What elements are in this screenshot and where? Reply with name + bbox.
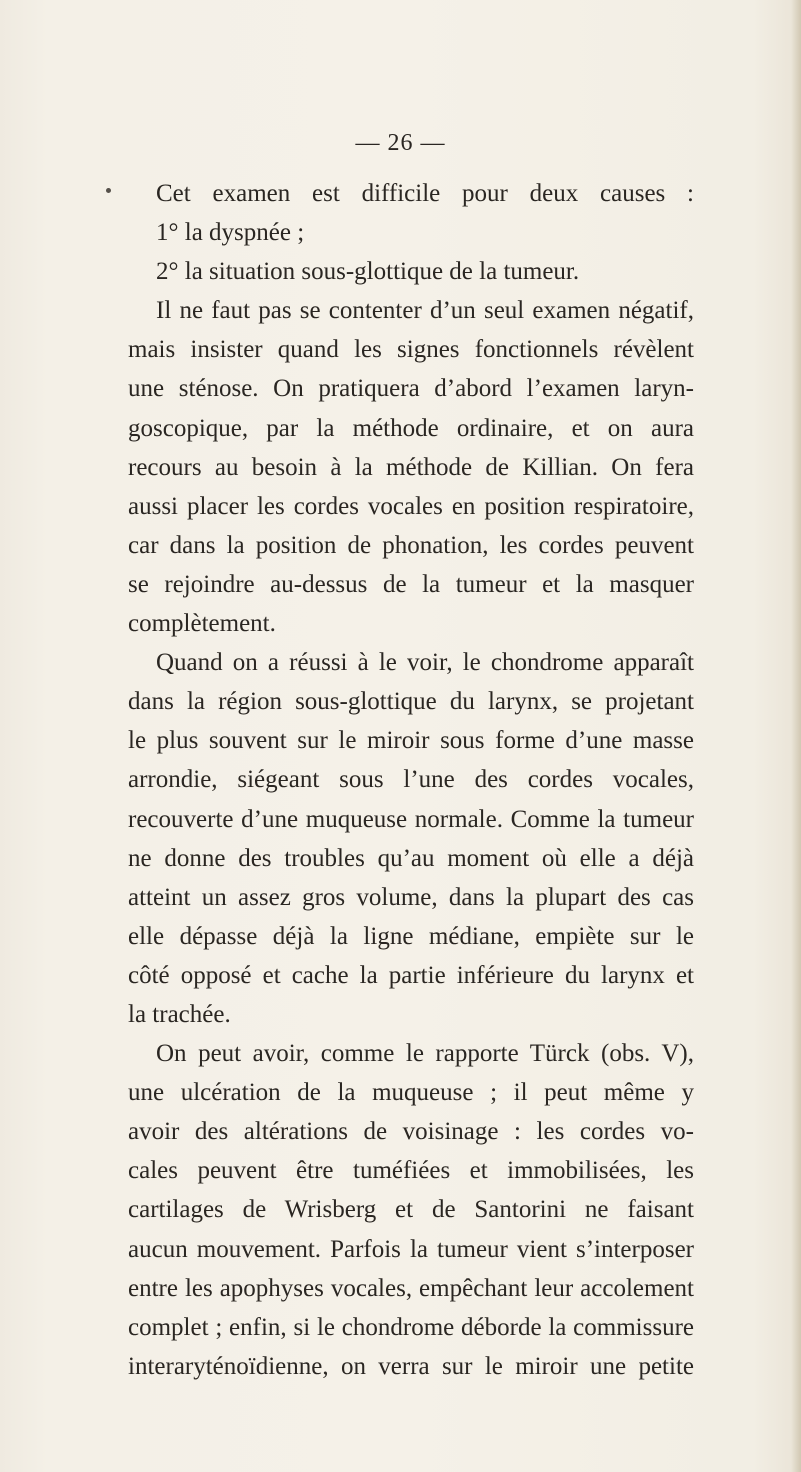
text-line: mais insister quand les signes fonctionnels révèlent	[128, 336, 694, 364]
text-line: ne donne des troubles qu’au moment où elle a déjà	[128, 844, 694, 872]
text-line: recouverte d’une muqueuse normale. Comme la tumeur	[128, 805, 694, 833]
text-line: avoir des altérations de voisinage : les cordes vo-	[128, 1118, 694, 1146]
page-number: — 26 —	[355, 130, 446, 156]
text-line: arrondie, siégeant sous l’une des cordes vocales,	[128, 766, 694, 794]
text-line: 2° la situation sous-glottique de la tumeur.	[156, 258, 580, 286]
text-line: entre les apophyses vocales, empêchant leur accolement	[128, 1274, 694, 1302]
text-line: aussi placer les cordes vocales en position respiratoire,	[128, 492, 694, 520]
text-line: Il ne faut pas se contenter d’un seul examen négatif,	[156, 297, 694, 325]
text-line: complet ; enfin, si le chondrome déborde la commissure	[128, 1313, 694, 1341]
text-line: une sténose. On pratiquera d’abord l’examen laryn-	[128, 375, 694, 403]
text-line: complètement.	[128, 610, 276, 638]
text-line: elle dépasse déjà la ligne médiane, empiète sur le	[128, 922, 694, 950]
text-line: 1° la dyspnée ;	[156, 219, 305, 247]
text-line: recours au besoin à la méthode de Killian. On fera	[128, 453, 694, 481]
text-line: interaryténoïdienne, on verra sur le miroir une petite	[128, 1352, 694, 1380]
text-line: se rejoindre au-dessus de la tumeur et la masquer	[128, 570, 694, 598]
text-line: le plus souvent sur le miroir sous forme d’une masse	[128, 727, 694, 755]
text-line: Cet examen est difficile pour deux causes :	[156, 180, 694, 207]
text-line: côté opposé et cache la partie inférieure du larynx et	[128, 961, 694, 989]
text-line: aucun mouvement. Parfois la tumeur vient s’interposer	[128, 1235, 694, 1263]
text-line: On peut avoir, comme le rapporte Türck (obs. V),	[156, 1040, 694, 1068]
text-line: dans la région sous-glottique du larynx, se projetant	[128, 688, 694, 716]
text-line: car dans la position de phonation, les cordes peuvent	[128, 531, 694, 559]
margin-dot-mark	[106, 188, 111, 193]
text-line: la trachée.	[128, 1000, 231, 1028]
text-line: Quand on a réussi à le voir, le chondrome apparaît	[156, 649, 694, 677]
text-line: cales peuvent être tuméfiées et immobilisées, les	[128, 1157, 694, 1185]
body-text	[128, 174, 694, 1386]
text-line: cartilages de Wrisberg et de Santorini ne faisant	[128, 1196, 694, 1224]
page-edge-shadow	[791, 0, 801, 1472]
text-line: goscopique, par la méthode ordinaire, et on aura	[128, 414, 694, 442]
text-line: une ulcération de la muqueuse ; il peut même y	[128, 1079, 694, 1107]
text-line: atteint un assez gros volume, dans la plupart des cas	[128, 883, 694, 911]
